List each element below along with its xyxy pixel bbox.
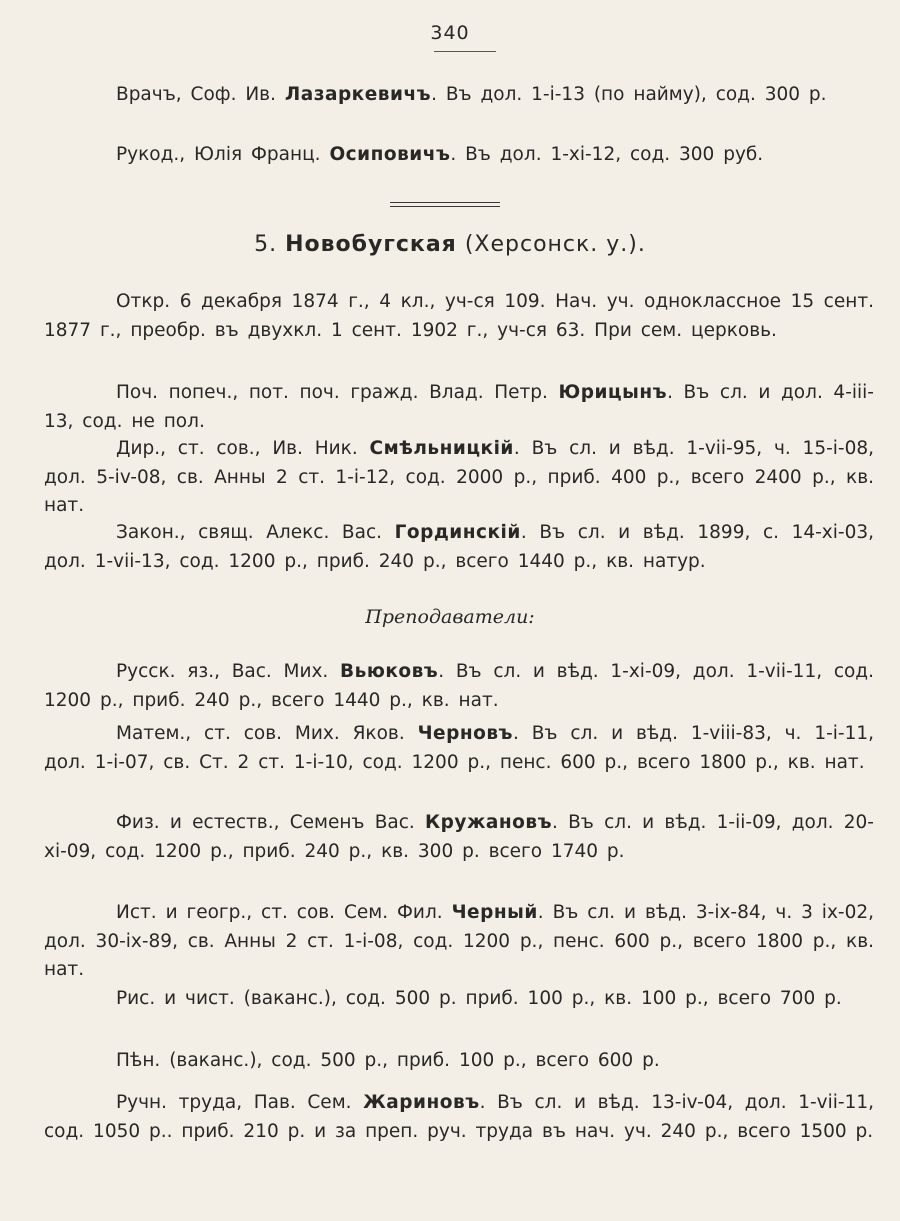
entry-singing-vacancy: Пѣн. (ваканс.), сод. 500 р., приб. 100 р., всего 600 р. — [116, 1050, 660, 1071]
person-name: Черновъ — [417, 723, 513, 744]
entry-teacher-crafts: Ручн. труда, Пав. Сем. Жариновъ. Въ сл. и вѣд. 13-iv-04, дол. 1-vii-11, сод. 1050 р.. приб. 210 р. и за преп. руч. труда въ нач. уч. 240 р., всего 1500 р. — [44, 1092, 874, 1142]
page-number-rule — [434, 51, 496, 52]
entry-teacher-physics: Физ. и естеств., Семенъ Вас. Кружановъ. Въ сл. и вѣд. 1-ii-09, дол. 20-xi-09, сод. 1200 р., приб. 240 р., кв. 300 р. всего 1740 р. — [44, 812, 874, 862]
teachers-subheading: Преподаватели: — [365, 606, 535, 628]
page-number: 340 — [430, 22, 470, 44]
person-name: Лазаркевичъ — [284, 84, 432, 105]
person-name: Юрицынъ — [558, 382, 668, 403]
person-name: Кружановъ — [425, 812, 552, 833]
section-divider — [390, 202, 500, 207]
person-name: Вьюковъ — [340, 661, 439, 682]
person-name: Жариновъ — [363, 1092, 480, 1113]
section-heading: 5. Новобугская (Херсонск. у.). — [254, 232, 646, 257]
entry-teacher-history: Ист. и геогр., ст. сов. Сем. Фил. Черный. Въ сл. и вѣд. 3-ix-84, ч. 3 ix-02, дол. 30-ix-89, св. Анны 2 ст. 1-i-08, сод. 1200 р., пенс. 600 р., всего 1800 р., кв. нат. — [44, 902, 874, 980]
entry-director: Дир., ст. сов., Ив. Ник. Смѣльницкій. Въ сл. и вѣд. 1-vii-95, ч. 15-i-08, дол. 5-iv-08, св. Анны 2 ст. 1-i-12, сод. 2000 р., приб. 400 р., всего 2400 р., кв. нат. — [44, 438, 874, 516]
entry-handicraft: Рукод., Юлія Франц. Осиповичъ. Въ дол. 1-xi-12, сод. 300 руб. — [116, 144, 764, 165]
person-name: Гординскій — [394, 522, 521, 543]
person-name: Смѣльницкій — [369, 438, 514, 459]
entry-teacher-math: Матем., ст. сов. Мих. Яков. Черновъ. Въ сл. и вѣд. 1-viii-83, ч. 1-i-11, дол. 1-i-07, св. Ст. 2 ст. 1-i-10, сод. 1200 р., пенс. 600 р., всего 1800 р., кв. нат. — [44, 723, 874, 773]
school-name: Новобугская — [285, 232, 457, 257]
entry-priest: Закон., свящ. Алекс. Вас. Гординскій. Въ сл. и вѣд. 1899, с. 14-xi-03, дол. 1-vii-13, сод. 1200 р., приб. 240 р., всего 1440 р., кв. натур. — [44, 522, 874, 572]
entry-doctor: Врачъ, Соф. Ив. Лазаркевичъ. Въ дол. 1-i-13 (по найму), сод. 300 р. — [116, 84, 827, 105]
entry-trustee: Поч. попеч., пот. поч. гражд. Влад. Петр. Юрицынъ. Въ сл. и дол. 4-iii-13, сод. не пол. — [44, 382, 874, 432]
school-intro: Откр. 6 декабря 1874 г., 4 кл., уч-ся 109. Нач. уч. одноклассное 15 сент. 1877 г., преобр. въ двухкл. 1 сент. 1902 г., уч-ся 63. При сем. церковь. — [44, 291, 874, 341]
entry-drawing-vacancy: Рис. и чист. (ваканс.), сод. 500 р. приб. 100 р., кв. 100 р., всего 700 р. — [116, 988, 842, 1009]
person-name: Черный — [451, 902, 538, 923]
entry-teacher-russian: Русск. яз., Вас. Мих. Вьюковъ. Въ сл. и вѣд. 1-xi-09, дол. 1-vii-11, сод. 1200 р., приб. 240 р., всего 1440 р., кв. нат. — [44, 661, 874, 711]
person-name: Осиповичъ — [329, 144, 451, 165]
